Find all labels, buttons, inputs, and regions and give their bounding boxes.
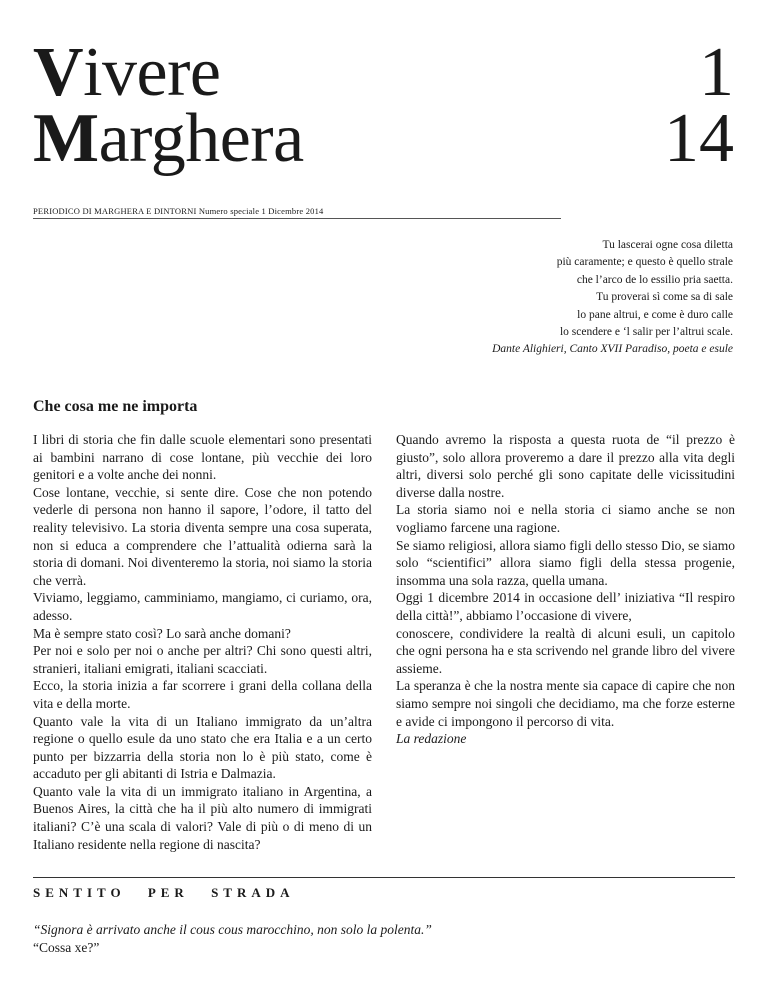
section-heading: SENTITO PER STRADA — [33, 885, 295, 900]
street-quote — [33, 921, 432, 956]
article-paragraph: Ecco, la storia inizia a far scorrere i grani della collana della vita e della morte. — [33, 678, 372, 711]
masthead-divider — [33, 218, 561, 219]
article-column-left — [33, 431, 372, 853]
epigraph-verse: più caramente; e questo è quello strale — [556, 256, 733, 269]
masthead-title — [33, 34, 304, 177]
street-quote-line-1: “Signora è arrivato anche il cous cous marocchino, non solo la polenta.” — [33, 922, 432, 937]
article-paragraph: Viviamo, leggiamo, camminiamo, mangiamo, ci curiamo, ora, adesso. — [33, 590, 372, 623]
masthead-title-line-1 — [33, 34, 304, 111]
issue-number — [664, 34, 734, 177]
article-paragraph: conoscere, condividere la realtà di alcuni esuli, un capitolo che ogni persona ha e sta scrivendo nel grande libro del vivere assieme. — [396, 625, 735, 676]
masthead-title-rest-1: ivere — [83, 34, 221, 111]
epigraph-attribution: Dante Alighieri, Canto XVII Paradiso, poeta e esule — [492, 343, 733, 356]
epigraph — [492, 237, 733, 359]
article-paragraph: Per noi e solo per noi o anche per altri? Chi sono questi altri, stranieri, italiani emigrati, italiani scacciati. — [33, 643, 372, 676]
article-paragraph: Quanto vale la vita di un Italiano immigrato da un’altra regione o quello esule da uno stato che era Italia e a un certo punto per bizzarria della storia non lo è più stato, come è accaduto per gli abitanti di Istria e Dalmazia. — [33, 713, 372, 782]
article-paragraph: Ma è sempre stato così? Lo sarà anche domani? — [33, 625, 291, 641]
article-paragraph: I libri di storia che fin dalle scuole elementari sono presentati ai bambini narrano di cose lontane, più vecchie dei loro genitori e a volte anche dei nonni. — [33, 432, 372, 483]
article-signature: La redazione — [396, 731, 467, 747]
article-paragraph: Cose lontane, vecchie, si sente dire. Cose che non potendo vederle di persona non hanno il sapore, l’odore, il tatto del reality televisivo. La storia diventa sempre una cosa superata, non si educa a comprendere che l’attualità odierna sarà la storia di domani. Noi diventeremo la storia, noi siamo la storia che verrà. — [33, 484, 372, 588]
epigraph-verse: lo pane altrui, e come è duro calle — [577, 308, 733, 321]
epigraph-verse: Tu proverai sì come sa di sale — [596, 291, 733, 304]
epigraph-verse: che l’arco de lo essilio pria saetta. — [576, 273, 733, 286]
street-quote-line-2: “Cossa xe?” — [33, 939, 100, 955]
article-column-right — [396, 431, 735, 748]
issue-number-bottom: 14 — [664, 100, 734, 177]
article-paragraph: La speranza è che la nostra mente sia capace di capire che non siamo sempre noi singoli che decidiamo, ma che forze esterne e avide ci impongono il percorso di vita. — [396, 678, 735, 729]
issue-number-top: 1 — [699, 34, 734, 111]
masthead-title-rest-2: arghera — [98, 100, 304, 177]
masthead-initial-v: V — [33, 34, 84, 111]
article-title: Che cosa me ne importa — [33, 398, 198, 415]
article-paragraph: Se siamo religiosi, allora siamo figli dello stesso Dio, se siamo solo “scientifici” allora siamo figli della stessa progenie, insomma una sola razza, quella umana. — [396, 537, 735, 588]
section-divider — [33, 877, 735, 878]
article-paragraph: Quanto vale la vita di un immigrato italiano in Argentina, a Buenos Aires, la città che ha il più alto numero di immigrati italiani? C’è una scala di valori? Vale di più o di meno di un Italiano residente nella regione di nascita? — [33, 783, 372, 852]
article-paragraph: Quando avremo la risposta a questa ruota de “il prezzo è giusto”, solo allora proveremo a dare il prezzo alla vita degli altri, diversi solo perché gli sono capitate delle vicissitudini diverse dalla nostre. — [396, 432, 735, 500]
masthead-title-line-2 — [33, 100, 304, 177]
article-paragraph: La storia siamo noi e nella storia ci siamo anche se non vogliamo farcene una ragione. — [396, 502, 735, 535]
epigraph-verse: Tu lascerai ogne cosa diletta — [602, 239, 733, 251]
masthead-subtitle: PERIODICO DI MARGHERA E DINTORNI Numero speciale 1 Dicembre 2014 — [33, 206, 324, 216]
masthead-initial-m: M — [33, 100, 99, 177]
epigraph-verse: lo scendere e ‘l salir per l’altrui scale. — [559, 326, 733, 339]
article-paragraph: Oggi 1 dicembre 2014 in occasione dell’ iniziativa “Il respiro della città!”, abbiamo l’occasione di vivere, — [396, 590, 735, 623]
